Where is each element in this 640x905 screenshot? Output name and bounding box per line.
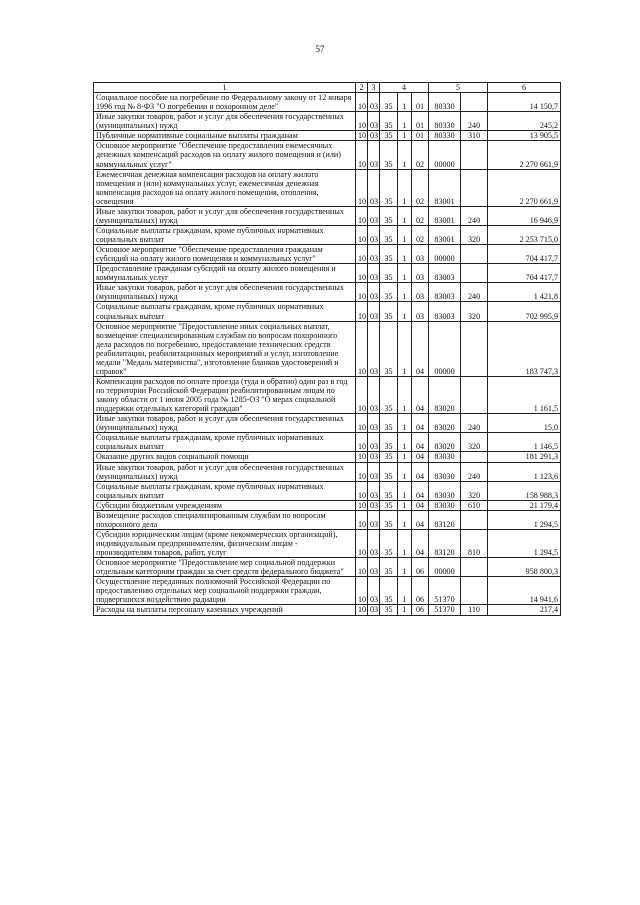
row-code: 03 (368, 433, 380, 452)
row-code: 1 (398, 500, 412, 510)
row-code: 1 (398, 510, 412, 529)
row-code: 83120 (429, 529, 461, 557)
row-code: 35 (380, 481, 398, 500)
row-code (461, 558, 488, 577)
table-row (94, 558, 561, 577)
row-code: 10 (356, 605, 368, 615)
row-code: 35 (380, 529, 398, 557)
row-code: 1 (398, 206, 412, 225)
row-description: Предоставление гражданам субсидий на оплату жилого помещения и коммунальных услуг (94, 264, 356, 283)
table-row (94, 131, 561, 141)
row-amount: 2 270 661,9 (488, 141, 561, 169)
row-code: 04 (412, 500, 429, 510)
row-code: 10 (356, 302, 368, 321)
row-code: 10 (356, 558, 368, 577)
row-code: 10 (356, 529, 368, 557)
row-description: Возмещение расходов специализированным службам по вопросам похоронного дела (94, 510, 356, 529)
row-code: 1 (398, 433, 412, 452)
row-code: 1 (398, 93, 412, 112)
table-row (94, 321, 561, 376)
row-code: 810 (461, 529, 488, 557)
row-amount: 958 800,3 (488, 558, 561, 577)
row-code: 03 (368, 141, 380, 169)
row-code: 1 (398, 414, 412, 433)
row-code: 04 (412, 321, 429, 376)
row-code: 10 (356, 510, 368, 529)
row-code: 110 (461, 605, 488, 615)
row-amount: 2 253 715,0 (488, 225, 561, 244)
row-code: 240 (461, 462, 488, 481)
row-code: 240 (461, 283, 488, 302)
row-description: Компенсация расходов по оплате проезда (туда и обратно) один раз в год по территории Российской Федерации реабилитированным лицам по закону области от 1 июня 2005 года № 1285-ОЗ "О мерах социальной поддержки отдельных категорий граждан" (94, 376, 356, 413)
page-number: 57 (315, 44, 325, 54)
row-code (461, 321, 488, 376)
row-code: 10 (356, 481, 368, 500)
row-code: 04 (412, 529, 429, 557)
row-code (461, 376, 488, 413)
row-code: 10 (356, 433, 368, 452)
table-row (94, 376, 561, 413)
row-code: 83020 (429, 433, 461, 452)
row-amount: 1 123,6 (488, 462, 561, 481)
row-code: 1 (398, 376, 412, 413)
row-amount: 183 747,3 (488, 321, 561, 376)
row-code: 83030 (429, 462, 461, 481)
row-code: 1 (398, 577, 412, 605)
row-code: 35 (380, 462, 398, 481)
row-code (461, 452, 488, 462)
row-code: 03 (368, 414, 380, 433)
budget-table (93, 82, 561, 616)
row-code: 10 (356, 414, 368, 433)
header-row (94, 83, 561, 93)
row-code: 10 (356, 264, 368, 283)
row-code: 1 (398, 462, 412, 481)
header-cell: 1 (94, 83, 356, 93)
table-row (94, 245, 561, 264)
row-code: 10 (356, 452, 368, 462)
row-code: 03 (368, 462, 380, 481)
row-code: 03 (368, 112, 380, 131)
row-code: 03 (368, 558, 380, 577)
row-description: Субсидии юридическим лицам (кроме некоммерческих организаций), индивидуальным предпринимателям, физическим лицам - производителям товаров, работ, услуг (94, 529, 356, 557)
row-code: 35 (380, 321, 398, 376)
table-row (94, 283, 561, 302)
row-code: 240 (461, 206, 488, 225)
row-description: Основное мероприятие "Предоставление мер социальной поддержки отдельным категориям граждан за счет средств федерального бюджета" (94, 558, 356, 577)
row-code: 35 (380, 302, 398, 321)
row-code: 35 (380, 225, 398, 244)
table-row (94, 500, 561, 510)
row-code: 03 (412, 245, 429, 264)
row-description: Публичные нормативные социальные выплаты гражданам (94, 131, 356, 141)
row-code: 03 (412, 264, 429, 283)
row-code: 04 (412, 510, 429, 529)
row-code: 35 (380, 131, 398, 141)
row-code: 35 (380, 500, 398, 510)
row-code: 80330 (429, 93, 461, 112)
row-amount: 245,2 (488, 112, 561, 131)
row-amount: 2 270 661,9 (488, 169, 561, 206)
row-code: 320 (461, 481, 488, 500)
row-amount: 14 150,7 (488, 93, 561, 112)
row-code: 10 (356, 500, 368, 510)
row-code: 1 (398, 141, 412, 169)
row-code: 83120 (429, 510, 461, 529)
row-amount: 181 291,3 (488, 452, 561, 462)
row-amount: 704 417,7 (488, 264, 561, 283)
row-code: 1 (398, 452, 412, 462)
row-code (461, 510, 488, 529)
row-code: 320 (461, 433, 488, 452)
row-code: 03 (368, 529, 380, 557)
header-cell: 6 (488, 83, 561, 93)
row-code: 35 (380, 112, 398, 131)
row-code: 1 (398, 302, 412, 321)
row-code (461, 264, 488, 283)
row-code: 10 (356, 577, 368, 605)
row-code: 51370 (429, 605, 461, 615)
row-code: 1 (398, 112, 412, 131)
row-code: 35 (380, 206, 398, 225)
row-code: 03 (368, 131, 380, 141)
row-code: 320 (461, 225, 488, 244)
row-description: Основное мероприятие "Предоставление иных социальных выплат, возмещение специализированным службам по вопросам похоронного дела расходов по погребению, предоставление технических средств реабилитации, реабилитационных мероприятий и услуг, изготовление медали "Медаль материнства", изготовление бланков удостоверений и справок" (94, 321, 356, 376)
row-code (461, 577, 488, 605)
table-row (94, 141, 561, 169)
row-code: 35 (380, 376, 398, 413)
row-code: 35 (380, 510, 398, 529)
row-code: 06 (412, 577, 429, 605)
row-code (461, 169, 488, 206)
header-cell: 2 (356, 83, 368, 93)
row-code: 01 (412, 131, 429, 141)
row-code: 10 (356, 141, 368, 169)
row-code: 00000 (429, 558, 461, 577)
row-amount: 1 421,8 (488, 283, 561, 302)
row-amount: 15,0 (488, 414, 561, 433)
table-row (94, 225, 561, 244)
row-code: 310 (461, 131, 488, 141)
row-code: 1 (398, 321, 412, 376)
row-code: 10 (356, 112, 368, 131)
row-code: 83003 (429, 264, 461, 283)
header-cell: 4 (380, 83, 429, 93)
row-amount: 1 294,5 (488, 529, 561, 557)
row-code: 83003 (429, 302, 461, 321)
row-code: 03 (368, 321, 380, 376)
row-code: 80330 (429, 131, 461, 141)
row-code: 04 (412, 462, 429, 481)
row-code: 240 (461, 112, 488, 131)
row-description: Осуществление переданных полномочий Российской Федерации по предоставлению отдельных мер социальной поддержки граждан, подвергшихся воздействию радиации (94, 577, 356, 605)
table-row (94, 462, 561, 481)
row-description: Расходы на выплаты персоналу казенных учреждений (94, 605, 356, 615)
row-code: 10 (356, 225, 368, 244)
row-code: 83030 (429, 481, 461, 500)
table-row (94, 414, 561, 433)
row-description: Социальные выплаты гражданам, кроме публичных нормативных социальных выплат (94, 433, 356, 452)
row-description: Иные закупки товаров, работ и услуг для обеспечения государственных (муниципальных) нужд (94, 112, 356, 131)
row-code: 1 (398, 558, 412, 577)
row-code: 02 (412, 225, 429, 244)
row-code: 03 (368, 481, 380, 500)
row-code: 35 (380, 169, 398, 206)
table-row (94, 452, 561, 462)
row-description: Основное мероприятие "Обеспечение предоставления гражданам субсидий на оплату жилого помещения и коммунальных услуг" (94, 245, 356, 264)
row-code: 03 (368, 264, 380, 283)
row-amount: 13 905,5 (488, 131, 561, 141)
row-code: 03 (368, 245, 380, 264)
row-code: 35 (380, 283, 398, 302)
row-amount: 158 988,3 (488, 481, 561, 500)
row-code: 04 (412, 433, 429, 452)
row-code: 04 (412, 376, 429, 413)
table-row (94, 481, 561, 500)
row-code: 83003 (429, 283, 461, 302)
table-row (94, 169, 561, 206)
row-code: 04 (412, 481, 429, 500)
row-amount: 21 179,4 (488, 500, 561, 510)
row-code: 83020 (429, 376, 461, 413)
row-description: Социальные выплаты гражданам, кроме публичных нормативных социальных выплат (94, 302, 356, 321)
row-amount: 1 146,5 (488, 433, 561, 452)
row-description: Социальные выплаты гражданам, кроме публичных нормативных социальных выплат (94, 225, 356, 244)
row-amount: 702 995,9 (488, 302, 561, 321)
row-code: 1 (398, 169, 412, 206)
row-code: 03 (368, 452, 380, 462)
row-code: 10 (356, 321, 368, 376)
row-code: 03 (368, 510, 380, 529)
row-code: 02 (412, 141, 429, 169)
row-code: 00000 (429, 141, 461, 169)
row-code: 80330 (429, 112, 461, 131)
row-code: 03 (412, 283, 429, 302)
table-row (94, 605, 561, 615)
row-code: 35 (380, 452, 398, 462)
table-row (94, 577, 561, 605)
row-description: Субсидии бюджетным учреждениям (94, 500, 356, 510)
header-cell: 3 (368, 83, 380, 93)
row-code: 35 (380, 605, 398, 615)
row-code: 00000 (429, 321, 461, 376)
row-code: 83020 (429, 414, 461, 433)
row-description: Основное мероприятие "Обеспечение предоставления ежемесячных денежных компенсаций расходов на оплату жилого помещения и (или) коммунальных услуг" (94, 141, 356, 169)
table-row (94, 264, 561, 283)
row-code: 1 (398, 481, 412, 500)
row-code: 35 (380, 558, 398, 577)
header-cell: 5 (429, 83, 488, 93)
row-code: 10 (356, 283, 368, 302)
table-row (94, 433, 561, 452)
row-code: 610 (461, 500, 488, 510)
row-description: Оказание других видов социальной помощи (94, 452, 356, 462)
row-code: 35 (380, 414, 398, 433)
row-amount: 1 161,5 (488, 376, 561, 413)
row-amount: 217,4 (488, 605, 561, 615)
row-code: 1 (398, 225, 412, 244)
row-code: 03 (368, 376, 380, 413)
row-description: Иные закупки товаров, работ и услуг для обеспечения государственных (муниципальных) нужд (94, 206, 356, 225)
row-amount: 14 941,6 (488, 577, 561, 605)
row-code: 10 (356, 206, 368, 225)
row-description: Ежемесячная денежная компенсация расходов на оплату жилого помещения и (или) коммунальных услуг, ежемесячная денежная компенсация расходов на оплату жилого помещения, отопления, освещения (94, 169, 356, 206)
row-code: 04 (412, 414, 429, 433)
row-code (461, 245, 488, 264)
row-code: 01 (412, 93, 429, 112)
row-code: 35 (380, 93, 398, 112)
row-code: 83001 (429, 225, 461, 244)
row-code (461, 93, 488, 112)
row-code: 03 (368, 206, 380, 225)
row-code: 10 (356, 131, 368, 141)
row-code: 320 (461, 302, 488, 321)
table-row (94, 510, 561, 529)
row-code: 10 (356, 376, 368, 413)
row-code: 10 (356, 462, 368, 481)
row-code: 1 (398, 264, 412, 283)
row-code: 10 (356, 245, 368, 264)
row-code: 03 (368, 500, 380, 510)
row-code: 83030 (429, 500, 461, 510)
row-code: 35 (380, 577, 398, 605)
row-amount: 1 294,5 (488, 510, 561, 529)
row-description: Иные закупки товаров, работ и услуг для обеспечения государственных (муниципальных) нужд (94, 283, 356, 302)
row-code: 35 (380, 141, 398, 169)
row-description: Иные закупки товаров, работ и услуг для обеспечения государственных (муниципальных) нужд (94, 414, 356, 433)
row-code: 240 (461, 414, 488, 433)
row-code: 83001 (429, 206, 461, 225)
row-description: Социальные выплаты гражданам, кроме публичных нормативных социальных выплат (94, 481, 356, 500)
row-code: 03 (412, 302, 429, 321)
row-code: 03 (368, 605, 380, 615)
row-code: 03 (368, 577, 380, 605)
row-code: 35 (380, 245, 398, 264)
row-code: 1 (398, 529, 412, 557)
row-code: 1 (398, 245, 412, 264)
row-amount: 16 946,9 (488, 206, 561, 225)
row-code: 1 (398, 283, 412, 302)
row-code: 51370 (429, 577, 461, 605)
row-code: 83001 (429, 169, 461, 206)
row-code: 35 (380, 433, 398, 452)
row-code: 83030 (429, 452, 461, 462)
table-row (94, 112, 561, 131)
row-code: 03 (368, 93, 380, 112)
row-description: Иные закупки товаров, работ и услуг для обеспечения государственных (муниципальных) нужд (94, 462, 356, 481)
row-code: 03 (368, 283, 380, 302)
row-description: Социальное пособие на погребение по Федеральному закону от 12 января 1996 год № 8-ФЗ "О погребении и похоронном деле" (94, 93, 356, 112)
row-code: 03 (368, 169, 380, 206)
table-row (94, 529, 561, 557)
row-code: 10 (356, 169, 368, 206)
table-row (94, 93, 561, 112)
row-code: 1 (398, 131, 412, 141)
row-code: 35 (380, 264, 398, 283)
row-amount: 704 417,7 (488, 245, 561, 264)
table-row (94, 302, 561, 321)
row-code: 03 (368, 302, 380, 321)
row-code: 01 (412, 112, 429, 131)
row-code (461, 141, 488, 169)
row-code: 06 (412, 605, 429, 615)
row-code: 02 (412, 169, 429, 206)
row-code: 04 (412, 452, 429, 462)
row-code: 06 (412, 558, 429, 577)
row-code: 03 (368, 225, 380, 244)
table-row (94, 206, 561, 225)
row-code: 02 (412, 206, 429, 225)
row-code: 00000 (429, 245, 461, 264)
row-code: 1 (398, 605, 412, 615)
row-code: 10 (356, 93, 368, 112)
